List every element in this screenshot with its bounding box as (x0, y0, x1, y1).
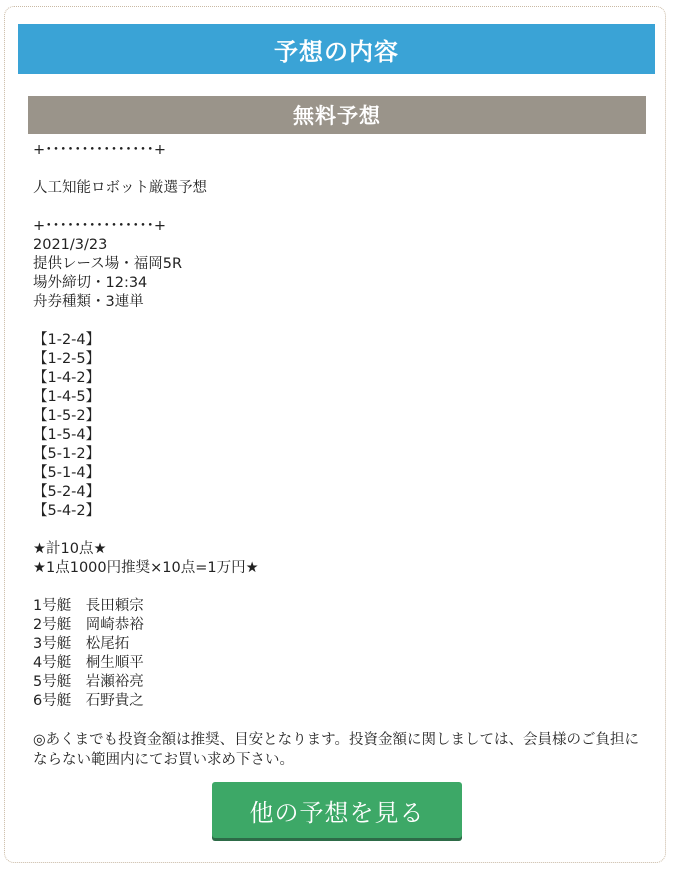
prediction-lines (33, 141, 643, 730)
investment-note: ◎あくまでも投資金額は推奨、目安となります。投資金額に関しましては、会員様のご負担にならない範囲内にてお買い求め下さい。 (33, 732, 639, 768)
content-line: 【1-5-2】 (33, 408, 101, 424)
content-line: 人工知能ロボット厳選予想 (33, 180, 207, 196)
content-line: +･･･････････････+ (33, 218, 167, 234)
content-line: +･･･････････････+ (33, 142, 167, 158)
page-title: 予想の内容 (18, 24, 655, 74)
content-line (33, 521, 643, 540)
content-line: 【5-1-2】 (33, 446, 101, 462)
content-line (33, 711, 643, 730)
section-title: 無料予想 (28, 96, 646, 134)
content-line: 【5-1-4】 (33, 465, 101, 481)
content-line: ★計10点★ (33, 541, 107, 557)
content-line (33, 198, 643, 217)
content-line: ★1点1000円推奨×10点=1万円★ (33, 560, 259, 576)
content-line: 6号艇 石野貴之 (33, 693, 144, 709)
content-line: 5号艇 岩瀬裕亮 (33, 674, 144, 690)
content-line: 【5-2-4】 (33, 484, 101, 500)
content-line (33, 312, 643, 331)
content-line: 【1-5-4】 (33, 427, 101, 443)
other-predictions-button[interactable]: 他の予想を見る (212, 782, 462, 838)
content-line: 【1-4-2】 (33, 370, 101, 386)
content-line: 3号艇 松尾拓 (33, 636, 130, 652)
content-line: 場外締切・12:34 (33, 275, 148, 291)
content-line: 1号艇 長田頼宗 (33, 598, 144, 614)
content-line: 【1-2-4】 (33, 332, 101, 348)
content-line: 【1-2-5】 (33, 351, 101, 367)
content-line: 提供レース場・福岡5R (33, 256, 183, 272)
content-line: 2021/3/23 (33, 237, 108, 253)
content-line: 舟券種類・3連単 (33, 294, 144, 310)
content-line (33, 578, 643, 597)
content-line: 【5-4-2】 (33, 503, 101, 519)
prediction-content (33, 141, 643, 770)
content-line: 【1-4-5】 (33, 389, 101, 405)
content-line: 2号艇 岡崎恭裕 (33, 617, 144, 633)
content-line: 4号艇 桐生順平 (33, 655, 144, 671)
content-line (33, 160, 643, 179)
